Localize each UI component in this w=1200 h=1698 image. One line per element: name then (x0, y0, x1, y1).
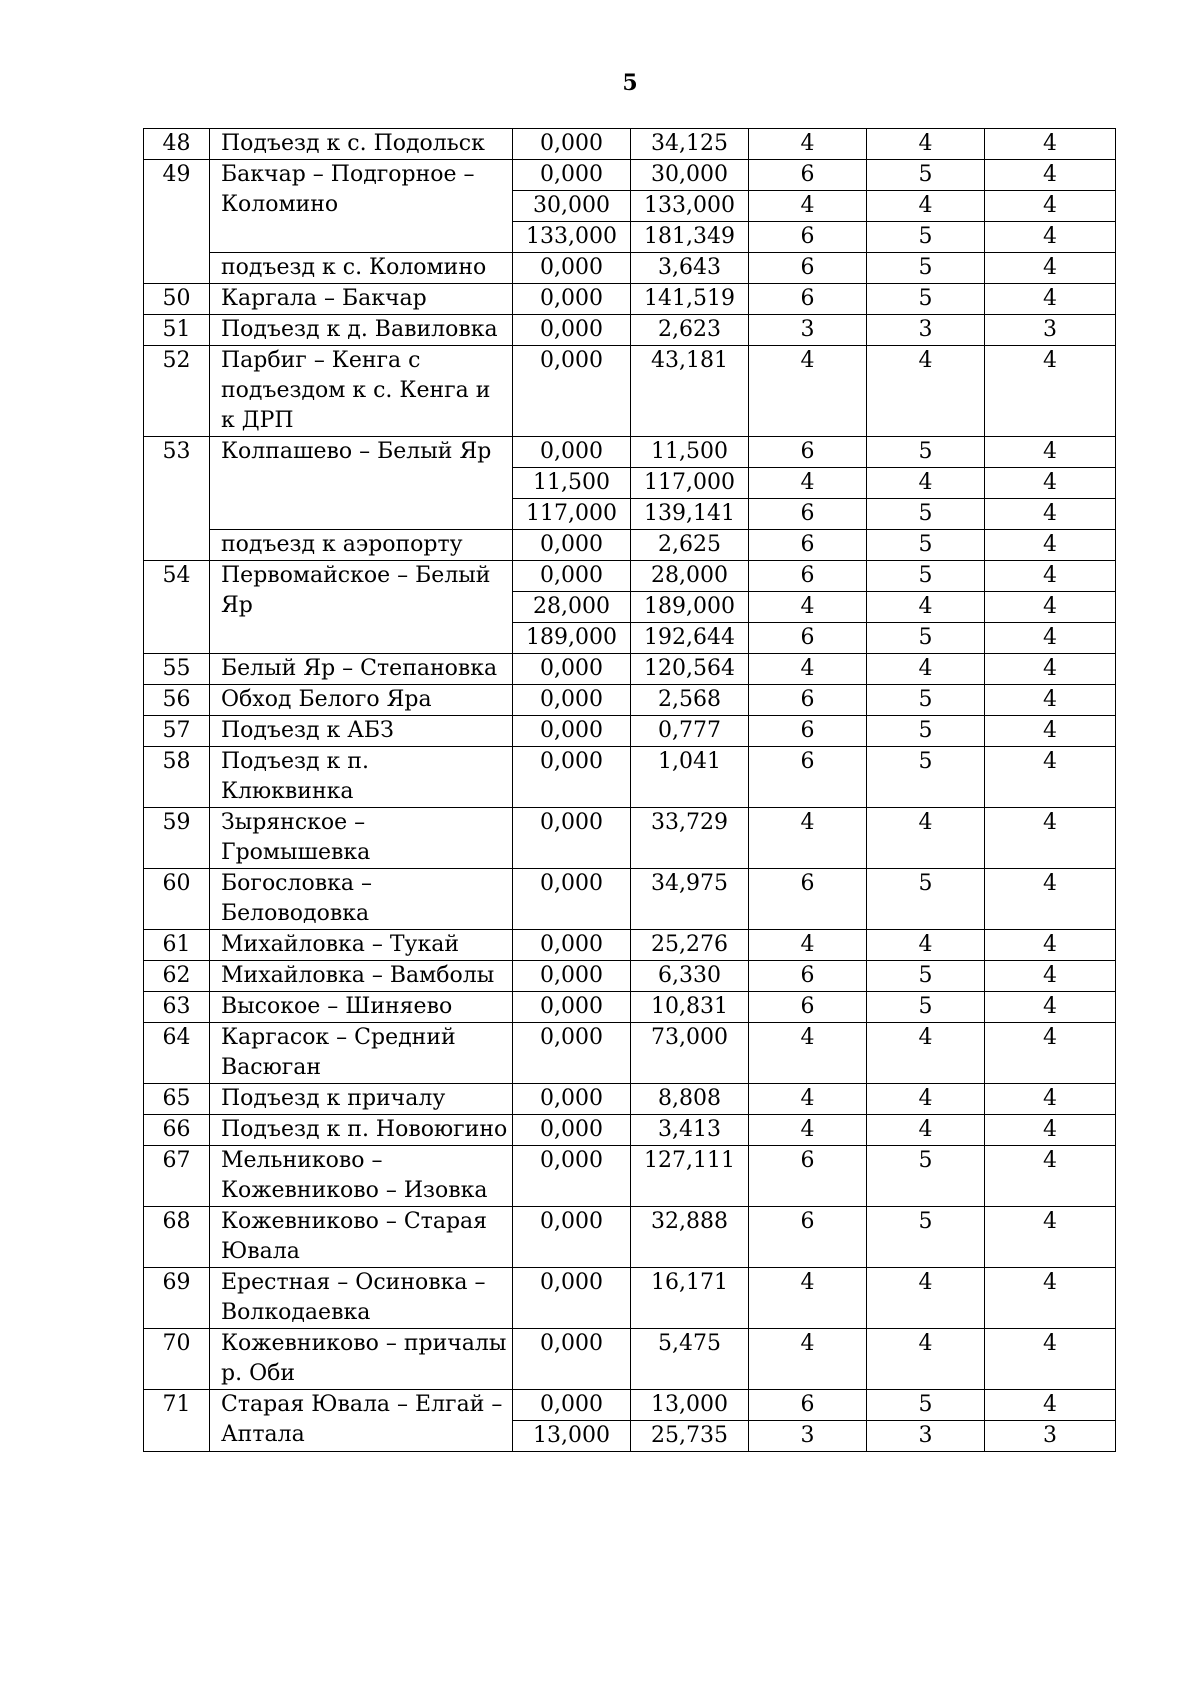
value-c-cell: 4 (985, 685, 1116, 716)
km-end-cell: 139,141 (631, 499, 749, 530)
value-c-cell: 4 (985, 747, 1116, 808)
km-end-cell: 6,330 (631, 961, 749, 992)
km-start-cell: 11,500 (513, 468, 631, 499)
value-b-cell: 4 (867, 1268, 985, 1329)
km-start-cell: 0,000 (513, 1023, 631, 1084)
road-name-cell: подъезд к аэропорту (210, 530, 513, 561)
value-a-cell: 3 (749, 1421, 867, 1452)
road-name-cell: Белый Яр – Степановка (210, 654, 513, 685)
value-b-cell: 5 (867, 1146, 985, 1207)
value-c-cell: 4 (985, 1390, 1116, 1421)
value-b-cell: 5 (867, 716, 985, 747)
value-a-cell: 6 (749, 623, 867, 654)
km-end-cell: 30,000 (631, 160, 749, 191)
value-b-cell: 4 (867, 592, 985, 623)
road-name-cell: Каргасок – Средний Васюган (210, 1023, 513, 1084)
road-name-cell: Подъезд к п. Клюквинка (210, 747, 513, 808)
value-a-cell: 4 (749, 129, 867, 160)
value-c-cell: 4 (985, 592, 1116, 623)
value-c-cell: 4 (985, 930, 1116, 961)
row-number-cell: 48 (144, 129, 210, 160)
table-row (144, 1084, 1116, 1115)
km-end-cell: 192,644 (631, 623, 749, 654)
table-row (144, 747, 1116, 808)
table-row (144, 685, 1116, 716)
km-start-cell: 0,000 (513, 1207, 631, 1268)
value-b-cell: 5 (867, 499, 985, 530)
value-b-cell: 4 (867, 1023, 985, 1084)
km-start-cell: 117,000 (513, 499, 631, 530)
table-row (144, 808, 1116, 869)
value-a-cell: 4 (749, 1329, 867, 1390)
road-name-cell: Парбиг – Кенга с подъездом к с. Кенга и к ДРП (210, 346, 513, 437)
value-b-cell: 5 (867, 284, 985, 315)
road-name-cell: Мельниково – Кожевниково – Изовка (210, 1146, 513, 1207)
road-name-cell: подъезд к с. Коломино (210, 253, 513, 284)
value-c-cell: 4 (985, 253, 1116, 284)
row-number-cell: 66 (144, 1115, 210, 1146)
km-start-cell: 30,000 (513, 191, 631, 222)
value-c-cell: 4 (985, 437, 1116, 468)
row-number-cell: 50 (144, 284, 210, 315)
km-start-cell: 0,000 (513, 1329, 631, 1390)
value-a-cell: 4 (749, 468, 867, 499)
table-row (144, 284, 1116, 315)
km-end-cell: 8,808 (631, 1084, 749, 1115)
value-b-cell: 5 (867, 747, 985, 808)
km-start-cell: 0,000 (513, 869, 631, 930)
km-end-cell: 34,975 (631, 869, 749, 930)
km-start-cell: 0,000 (513, 992, 631, 1023)
value-b-cell: 5 (867, 437, 985, 468)
km-start-cell: 133,000 (513, 222, 631, 253)
km-end-cell: 189,000 (631, 592, 749, 623)
value-a-cell: 6 (749, 222, 867, 253)
value-b-cell: 5 (867, 961, 985, 992)
value-a-cell: 6 (749, 437, 867, 468)
table-row (144, 530, 1116, 561)
km-end-cell: 0,777 (631, 716, 749, 747)
km-start-cell: 13,000 (513, 1421, 631, 1452)
km-end-cell: 34,125 (631, 129, 749, 160)
km-end-cell: 28,000 (631, 561, 749, 592)
value-b-cell: 5 (867, 222, 985, 253)
row-number-cell: 62 (144, 961, 210, 992)
value-c-cell: 4 (985, 129, 1116, 160)
row-number-cell: 49 (144, 160, 210, 284)
value-b-cell: 4 (867, 808, 985, 869)
value-c-cell: 4 (985, 623, 1116, 654)
km-start-cell: 0,000 (513, 930, 631, 961)
km-end-cell: 25,735 (631, 1421, 749, 1452)
value-c-cell: 4 (985, 222, 1116, 253)
table-row (144, 716, 1116, 747)
value-c-cell: 4 (985, 160, 1116, 191)
value-a-cell: 6 (749, 284, 867, 315)
km-start-cell: 0,000 (513, 808, 631, 869)
row-number-cell: 71 (144, 1390, 210, 1452)
value-a-cell: 4 (749, 1115, 867, 1146)
road-name-cell: Бакчар – Подгорное – Коломино (210, 160, 513, 253)
value-c-cell: 4 (985, 1084, 1116, 1115)
km-end-cell: 117,000 (631, 468, 749, 499)
value-b-cell: 5 (867, 623, 985, 654)
table-row (144, 1146, 1116, 1207)
road-name-cell: Кожевниково – Старая Ювала (210, 1207, 513, 1268)
km-start-cell: 0,000 (513, 1390, 631, 1421)
row-number-cell: 58 (144, 747, 210, 808)
km-start-cell: 0,000 (513, 747, 631, 808)
value-c-cell: 4 (985, 716, 1116, 747)
value-c-cell: 3 (985, 315, 1116, 346)
value-a-cell: 6 (749, 561, 867, 592)
table-row (144, 1329, 1116, 1390)
value-b-cell: 4 (867, 1115, 985, 1146)
value-b-cell: 5 (867, 1207, 985, 1268)
km-end-cell: 181,349 (631, 222, 749, 253)
road-name-cell: Высокое – Шиняево (210, 992, 513, 1023)
km-end-cell: 3,413 (631, 1115, 749, 1146)
value-a-cell: 4 (749, 346, 867, 437)
value-b-cell: 4 (867, 129, 985, 160)
km-end-cell: 73,000 (631, 1023, 749, 1084)
road-name-cell: Кожевниково – причалы р. Оби (210, 1329, 513, 1390)
value-b-cell: 4 (867, 468, 985, 499)
value-a-cell: 6 (749, 499, 867, 530)
row-number-cell: 63 (144, 992, 210, 1023)
value-c-cell: 4 (985, 869, 1116, 930)
row-number-cell: 55 (144, 654, 210, 685)
value-a-cell: 6 (749, 747, 867, 808)
road-name-cell: Зырянское – Громышевка (210, 808, 513, 869)
km-start-cell: 0,000 (513, 716, 631, 747)
value-c-cell: 4 (985, 1146, 1116, 1207)
road-name-cell: Михайловка – Вамболы (210, 961, 513, 992)
value-a-cell: 6 (749, 1146, 867, 1207)
km-start-cell: 0,000 (513, 1268, 631, 1329)
road-name-cell: Подъезд к АБЗ (210, 716, 513, 747)
value-a-cell: 4 (749, 1084, 867, 1115)
km-end-cell: 133,000 (631, 191, 749, 222)
road-name-cell: Подъезд к п. Новоюгино (210, 1115, 513, 1146)
road-name-cell: Каргала – Бакчар (210, 284, 513, 315)
value-b-cell: 5 (867, 1390, 985, 1421)
km-end-cell: 5,475 (631, 1329, 749, 1390)
row-number-cell: 67 (144, 1146, 210, 1207)
value-a-cell: 4 (749, 592, 867, 623)
km-start-cell: 0,000 (513, 437, 631, 468)
road-name-cell: Колпашево – Белый Яр (210, 437, 513, 530)
value-c-cell: 4 (985, 654, 1116, 685)
km-end-cell: 1,041 (631, 747, 749, 808)
km-end-cell: 43,181 (631, 346, 749, 437)
km-end-cell: 127,111 (631, 1146, 749, 1207)
row-number-cell: 61 (144, 930, 210, 961)
value-b-cell: 4 (867, 1084, 985, 1115)
road-name-cell: Старая Ювала – Елгай – Аптала (210, 1390, 513, 1452)
value-a-cell: 4 (749, 654, 867, 685)
road-name-cell: Подъезд к д. Вавиловка (210, 315, 513, 346)
table-row (144, 1115, 1116, 1146)
km-end-cell: 10,831 (631, 992, 749, 1023)
value-b-cell: 4 (867, 1329, 985, 1390)
table-row (144, 930, 1116, 961)
road-name-cell: Первомайское – Белый Яр (210, 561, 513, 654)
row-number-cell: 60 (144, 869, 210, 930)
value-c-cell: 4 (985, 561, 1116, 592)
table-row (144, 346, 1116, 437)
value-a-cell: 6 (749, 961, 867, 992)
value-a-cell: 6 (749, 716, 867, 747)
value-b-cell: 4 (867, 191, 985, 222)
value-b-cell: 5 (867, 253, 985, 284)
road-name-cell: Обход Белого Яра (210, 685, 513, 716)
row-number-cell: 51 (144, 315, 210, 346)
km-end-cell: 11,500 (631, 437, 749, 468)
value-a-cell: 6 (749, 992, 867, 1023)
km-start-cell: 28,000 (513, 592, 631, 623)
km-end-cell: 120,564 (631, 654, 749, 685)
km-start-cell: 0,000 (513, 315, 631, 346)
value-b-cell: 5 (867, 685, 985, 716)
km-start-cell: 0,000 (513, 346, 631, 437)
value-b-cell: 5 (867, 160, 985, 191)
road-name-cell: Подъезд к с. Подольск (210, 129, 513, 160)
road-name-cell: Богословка – Беловодовка (210, 869, 513, 930)
km-start-cell: 0,000 (513, 961, 631, 992)
value-a-cell: 6 (749, 869, 867, 930)
km-end-cell: 16,171 (631, 1268, 749, 1329)
table-row (144, 437, 1116, 468)
value-a-cell: 6 (749, 530, 867, 561)
page-number: 5 (622, 70, 638, 96)
value-c-cell: 4 (985, 499, 1116, 530)
table-row (144, 561, 1116, 592)
value-c-cell: 4 (985, 346, 1116, 437)
row-number-cell: 70 (144, 1329, 210, 1390)
table-row (144, 869, 1116, 930)
value-a-cell: 4 (749, 191, 867, 222)
table-row (144, 129, 1116, 160)
value-c-cell: 3 (985, 1421, 1116, 1452)
value-c-cell: 4 (985, 992, 1116, 1023)
value-a-cell: 4 (749, 1268, 867, 1329)
km-start-cell: 0,000 (513, 561, 631, 592)
value-a-cell: 6 (749, 1390, 867, 1421)
value-c-cell: 4 (985, 530, 1116, 561)
km-end-cell: 32,888 (631, 1207, 749, 1268)
km-start-cell: 0,000 (513, 129, 631, 160)
value-c-cell: 4 (985, 1268, 1116, 1329)
value-a-cell: 4 (749, 930, 867, 961)
value-b-cell: 3 (867, 1421, 985, 1452)
value-c-cell: 4 (985, 284, 1116, 315)
table-row (144, 1023, 1116, 1084)
table-row (144, 961, 1116, 992)
value-a-cell: 6 (749, 685, 867, 716)
km-start-cell: 189,000 (513, 623, 631, 654)
value-c-cell: 4 (985, 961, 1116, 992)
row-number-cell: 52 (144, 346, 210, 437)
km-end-cell: 2,568 (631, 685, 749, 716)
value-c-cell: 4 (985, 808, 1116, 869)
value-c-cell: 4 (985, 1207, 1116, 1268)
value-b-cell: 4 (867, 930, 985, 961)
km-start-cell: 0,000 (513, 253, 631, 284)
km-start-cell: 0,000 (513, 685, 631, 716)
road-name-cell: Михайловка – Тукай (210, 930, 513, 961)
table-row (144, 654, 1116, 685)
km-start-cell: 0,000 (513, 530, 631, 561)
table-row (144, 1268, 1116, 1329)
row-number-cell: 69 (144, 1268, 210, 1329)
row-number-cell: 57 (144, 716, 210, 747)
row-number-cell: 65 (144, 1084, 210, 1115)
value-c-cell: 4 (985, 191, 1116, 222)
value-c-cell: 4 (985, 1023, 1116, 1084)
row-number-cell: 54 (144, 561, 210, 654)
km-end-cell: 33,729 (631, 808, 749, 869)
km-end-cell: 141,519 (631, 284, 749, 315)
value-a-cell: 6 (749, 1207, 867, 1268)
roads-table (143, 128, 1116, 1452)
road-name-cell: Ерестная – Осиновка – Волкодаевка (210, 1268, 513, 1329)
value-b-cell: 4 (867, 346, 985, 437)
table-row (144, 160, 1116, 191)
value-a-cell: 3 (749, 315, 867, 346)
km-start-cell: 0,000 (513, 1146, 631, 1207)
value-c-cell: 4 (985, 1115, 1116, 1146)
km-end-cell: 25,276 (631, 930, 749, 961)
table-row (144, 992, 1116, 1023)
value-a-cell: 4 (749, 808, 867, 869)
value-b-cell: 5 (867, 530, 985, 561)
km-end-cell: 13,000 (631, 1390, 749, 1421)
value-c-cell: 4 (985, 468, 1116, 499)
value-b-cell: 3 (867, 315, 985, 346)
road-name-cell: Подъезд к причалу (210, 1084, 513, 1115)
row-number-cell: 59 (144, 808, 210, 869)
km-start-cell: 0,000 (513, 284, 631, 315)
km-end-cell: 2,625 (631, 530, 749, 561)
km-end-cell: 2,623 (631, 315, 749, 346)
km-end-cell: 3,643 (631, 253, 749, 284)
km-start-cell: 0,000 (513, 160, 631, 191)
km-start-cell: 0,000 (513, 654, 631, 685)
value-b-cell: 5 (867, 992, 985, 1023)
value-b-cell: 5 (867, 869, 985, 930)
value-b-cell: 4 (867, 654, 985, 685)
value-a-cell: 4 (749, 1023, 867, 1084)
value-a-cell: 6 (749, 160, 867, 191)
table-row (144, 253, 1116, 284)
table-row (144, 1207, 1116, 1268)
row-number-cell: 56 (144, 685, 210, 716)
km-start-cell: 0,000 (513, 1084, 631, 1115)
table-row (144, 315, 1116, 346)
row-number-cell: 68 (144, 1207, 210, 1268)
value-c-cell: 4 (985, 1329, 1116, 1390)
row-number-cell: 64 (144, 1023, 210, 1084)
km-start-cell: 0,000 (513, 1115, 631, 1146)
table-row (144, 1390, 1116, 1421)
row-number-cell: 53 (144, 437, 210, 561)
value-b-cell: 5 (867, 561, 985, 592)
value-a-cell: 6 (749, 253, 867, 284)
